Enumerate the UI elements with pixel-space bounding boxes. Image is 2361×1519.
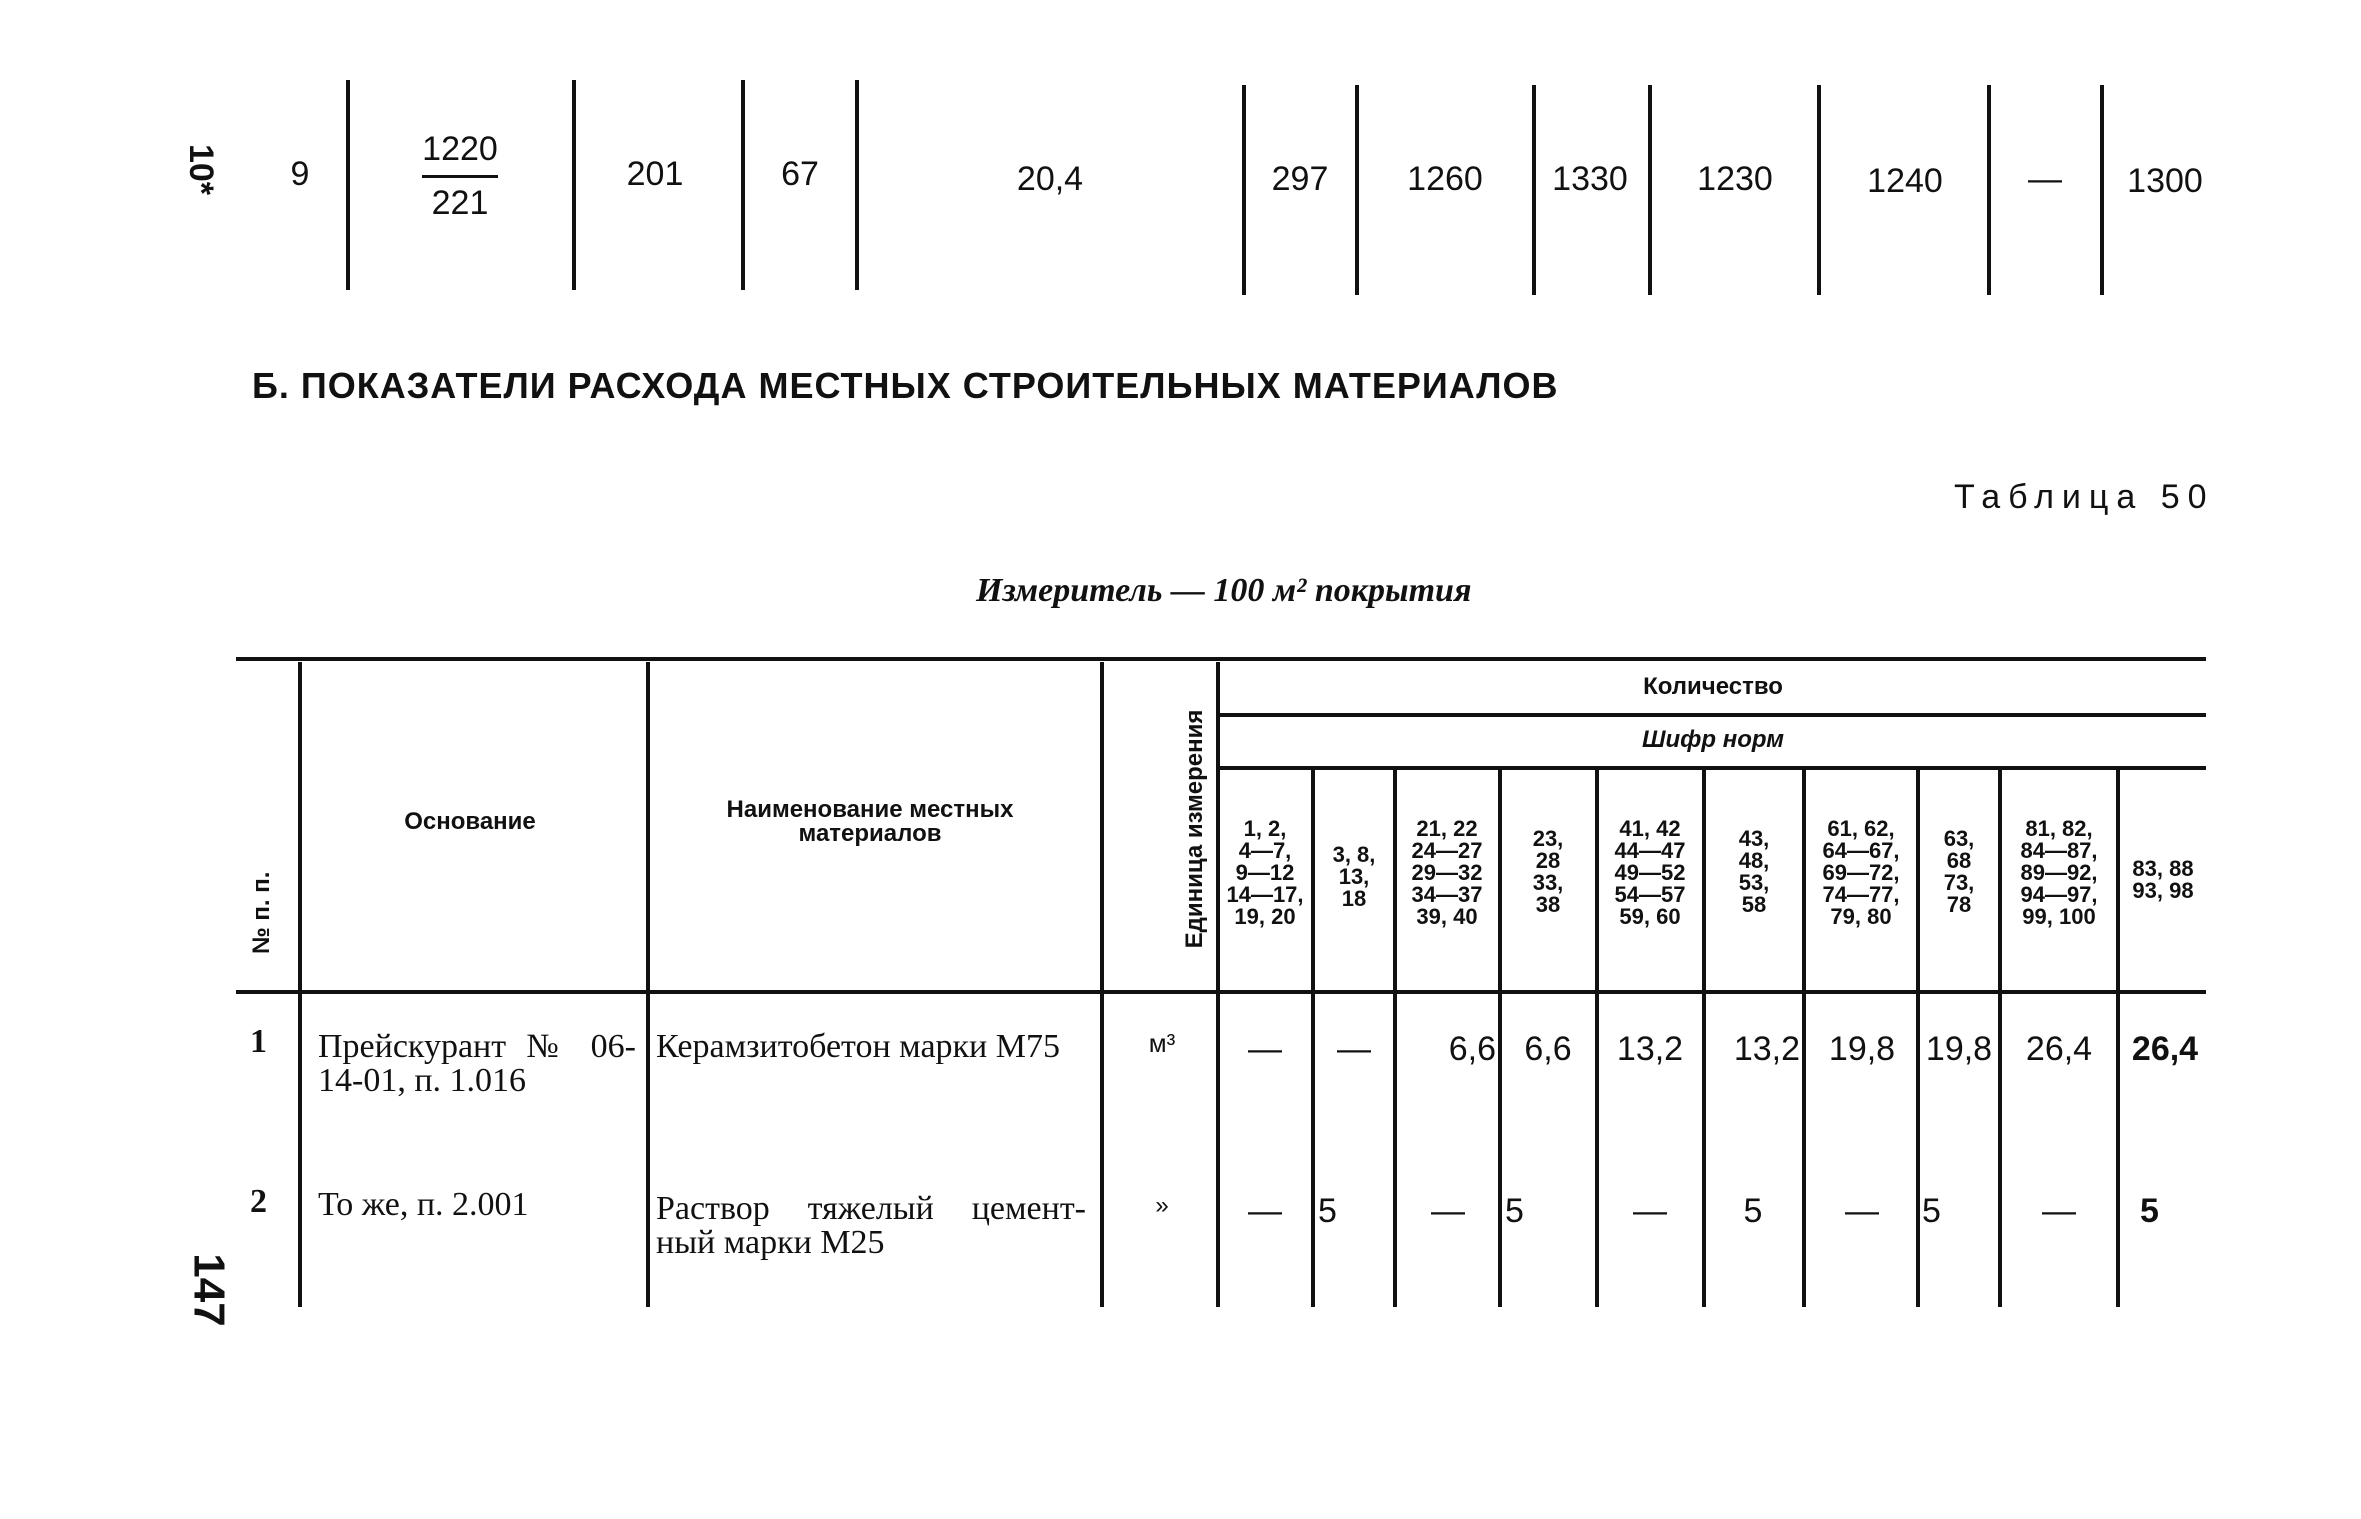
norm-code-2: 3, 8, 13, 18 xyxy=(1332,842,1376,911)
row-basis: Прейскурант № 06-14-01, п. 1.016 xyxy=(318,1028,636,1099)
norm-code-4: 23, 28 33, 38 xyxy=(1532,826,1564,917)
fraction-bottom: 221 xyxy=(431,184,489,222)
fraction-top: 1220 xyxy=(422,130,498,168)
norm-code-3: 21, 22 24—27 29—32 34—37 39, 40 xyxy=(1411,816,1483,929)
row-basis: То же, п. 2.001 xyxy=(318,1186,529,1223)
top-row-v3: 1330 xyxy=(1552,160,1628,198)
header-quantity: Количество xyxy=(1643,673,1783,700)
norm-code-5: 41, 42 44—47 49—52 54—57 59, 60 xyxy=(1614,816,1686,929)
header-name: Наименование местных материалов xyxy=(726,796,1014,847)
top-row-v4: 1230 xyxy=(1697,160,1773,198)
top-row-c4: 20,4 xyxy=(1016,160,1084,198)
table-label: Таблица 50 xyxy=(1954,478,2215,516)
row-value: — xyxy=(1248,1192,1282,1230)
norm-code-8: 63, 68 73, 78 xyxy=(1943,826,1975,917)
row-value: 6,6 xyxy=(1524,1030,1572,1068)
norm-code-1: 1, 2, 4—7, 9—12 14—17, 19, 20 xyxy=(1226,816,1304,929)
row-number: 1 xyxy=(250,1023,267,1060)
row-value: — xyxy=(1845,1192,1879,1230)
row-value: 19,8 xyxy=(1828,1030,1896,1068)
top-row-v1: 297 xyxy=(1271,160,1329,198)
header-num: № п. п. xyxy=(248,871,275,954)
norm-code-9: 81, 82, 84—87, 89—92, 94—97, 99, 100 xyxy=(2020,816,2098,929)
margin-mark-top: 10* xyxy=(182,143,221,196)
row-value: 13,2 xyxy=(1616,1030,1684,1068)
top-row-v5: 1240 xyxy=(1867,162,1943,200)
top-row-v7: 1300 xyxy=(2127,162,2203,200)
header-basis: Основание xyxy=(404,808,536,835)
row-value: 26,4 xyxy=(2025,1030,2093,1068)
page-number: 147 xyxy=(184,1253,234,1327)
top-row-c2: 201 xyxy=(626,155,684,193)
row-value: 5 xyxy=(2140,1192,2159,1230)
norm-code-6: 43, 48, 53, 58 xyxy=(1738,826,1770,917)
row-value: 5 xyxy=(1318,1192,1337,1230)
row-value: 5 xyxy=(1743,1192,1763,1230)
row-value: — xyxy=(1633,1192,1667,1230)
top-row-v6: — xyxy=(2028,160,2062,198)
measure-note: Измеритель — 100 м² покрытия xyxy=(976,572,1472,609)
row-value: — xyxy=(1431,1192,1465,1230)
row-number: 2 xyxy=(250,1183,267,1220)
top-row-number: 9 xyxy=(290,155,310,193)
row-value: — xyxy=(1337,1030,1371,1068)
row-value: — xyxy=(1248,1030,1282,1068)
norm-code-7: 61, 62, 64—67, 69—72, 74—77, 79, 80 xyxy=(1822,816,1900,929)
row-value: 5 xyxy=(1922,1192,1941,1230)
norm-code-10: 83, 88 93, 98 xyxy=(2132,856,2194,903)
section-heading: Б. ПОКАЗАТЕЛИ РАСХОДА МЕСТНЫХ СТРОИТЕЛЬНЫХ МАТЕРИАЛОВ xyxy=(252,365,1559,406)
row-value: 13,2 xyxy=(1733,1030,1800,1068)
header-norm-code: Шифр норм xyxy=(1642,726,1784,753)
row-value: — xyxy=(2042,1192,2076,1230)
row-name: Керамзитобетон марки М75 xyxy=(656,1028,1060,1065)
row-unit: » xyxy=(1155,1192,1169,1219)
row-value: 19,8 xyxy=(1925,1030,1993,1068)
top-row-v2: 1260 xyxy=(1407,160,1483,198)
row-value: 6,6 xyxy=(1448,1030,1496,1068)
top-row-fraction xyxy=(400,130,520,223)
row-value: 5 xyxy=(1505,1192,1524,1230)
top-row-c3: 67 xyxy=(781,155,819,193)
row-unit: м³ xyxy=(1148,1028,1176,1058)
row-value: 26,4 xyxy=(2131,1030,2199,1068)
header-unit: Единица измерения xyxy=(1181,709,1208,949)
row-name: Раствор тяжелый цемент-ный марки М25 xyxy=(656,1190,1086,1261)
